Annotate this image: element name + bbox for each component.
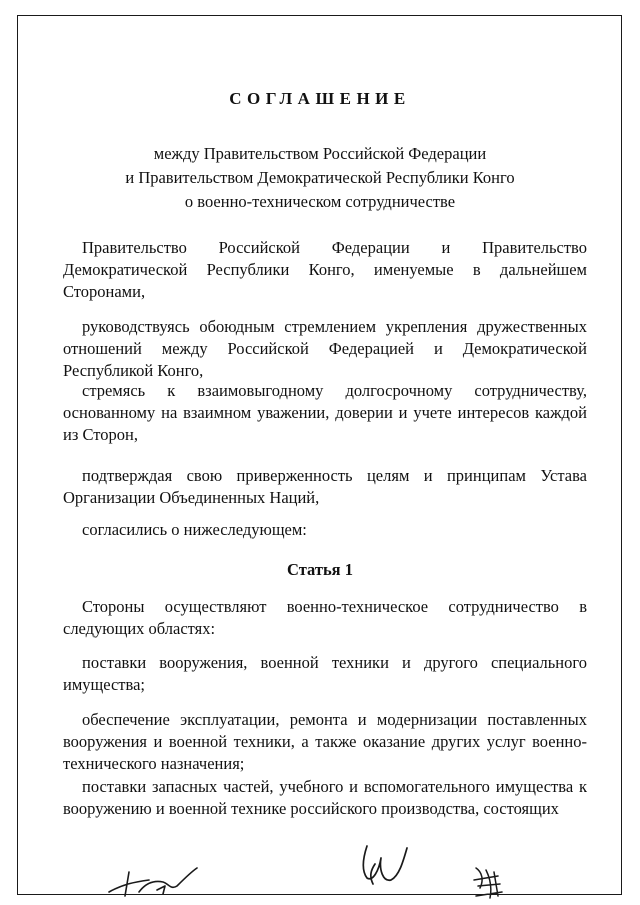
preamble-paragraph: руководствуясь обоюдным стремлением укрепления дружественных отношений между Российской Федерацией и Демократической Республикой Конго, [63,317,587,380]
document-title: СОГЛАШЕНИЕ [229,89,411,108]
preamble-paragraph: подтверждая свою приверженность целям и принципам Устава Организации Объединенных Наций, [63,466,587,507]
article-paragraph: поставки запасных частей, учебного и вспомогательного имущества к вооружению и военной технике российского производства, состоящих [63,777,587,818]
article-heading: Статья 1 [287,560,353,579]
preamble-paragraph: стремясь к взаимовыгодному долгосрочному сотрудничеству, основанному на взаимном уважении, доверии и учете интересов каждой из Сторон, [63,381,587,444]
preamble-paragraph: Правительство Российской Федерации и Правительство Демократической Республики Конго, именуемые в дальнейшем Сторонами, [63,238,587,301]
article-paragraph: обеспечение эксплуатации, ремонта и модернизации поставленных вооружения и военной техники, а также оказание других услуг военно-технического назначения; [63,710,587,773]
subtitle-line: и Правительством Демократической Республики Конго [125,168,515,187]
signature-right-icon [468,862,508,902]
article-paragraph: поставки вооружения, военной техники и другого специального имущества; [63,653,587,694]
subtitle-line: между Правительством Российской Федерации [153,144,487,163]
article-paragraph: Стороны осуществляют военно-техническое сотрудничество в следующих областях: [63,597,587,638]
subtitle-line: о военно-техническом сотрудничестве [184,192,456,211]
preamble-paragraph: согласились о нижеследующем: [82,520,307,539]
document-subtitle [0,142,640,214]
signature-center-icon [355,840,415,888]
signature-left-icon [105,862,200,900]
